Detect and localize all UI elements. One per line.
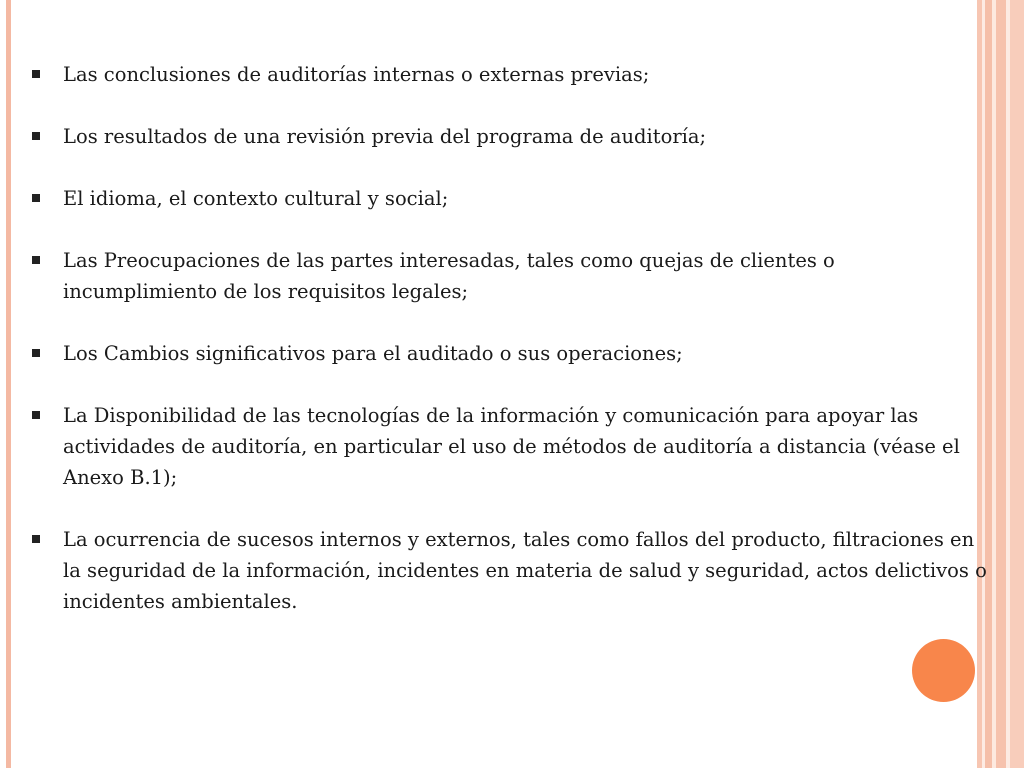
bullet-text: Los Cambios significativos para el auditado o sus operaciones; — [63, 342, 683, 365]
square-bullet-icon — [32, 132, 40, 140]
bullet-text: El idioma, el contexto cultural y social; — [63, 187, 449, 210]
bullet-list — [32, 59, 992, 617]
square-bullet-icon — [32, 535, 40, 543]
bullet-text: Los resultados de una revisión previa del programa de auditoría; — [63, 125, 707, 148]
right-decorative-band — [996, 0, 1006, 768]
bullet-text: La Disponibilidad de las tecnologías de la información y comunicación para apoyar las actividades de auditoría, en particular el uso de métodos de auditoría a distancia (véase el Anexo B.1); — [63, 404, 960, 489]
square-bullet-icon — [32, 411, 40, 419]
square-bullet-icon — [32, 349, 40, 357]
bullet-text: La ocurrencia de sucesos internos y externos, tales como fallos del producto, filtraciones en la seguridad de la información, incidentes en materia de salud y seguridad, actos delictivos o incidentes ambientales. — [63, 528, 987, 613]
bullet-text: Las conclusiones de auditorías internas o externas previas; — [63, 63, 650, 86]
bullet-item — [32, 400, 992, 493]
bullet-item — [32, 183, 992, 214]
right-decorative-band — [1010, 0, 1024, 768]
bullet-item — [32, 245, 992, 307]
square-bullet-icon — [32, 256, 40, 264]
bullet-item — [32, 59, 992, 90]
left-decorative-stripe — [6, 0, 11, 768]
orange-circle-decoration — [912, 639, 975, 702]
bullet-item — [32, 524, 992, 617]
slide-content — [32, 59, 992, 648]
bullet-text: Las Preocupaciones de las partes interesadas, tales como quejas de clientes o incumplimiento de los requisitos legales; — [63, 249, 835, 303]
square-bullet-icon — [32, 194, 40, 202]
bullet-item — [32, 121, 992, 152]
bullet-item — [32, 338, 992, 369]
square-bullet-icon — [32, 70, 40, 78]
